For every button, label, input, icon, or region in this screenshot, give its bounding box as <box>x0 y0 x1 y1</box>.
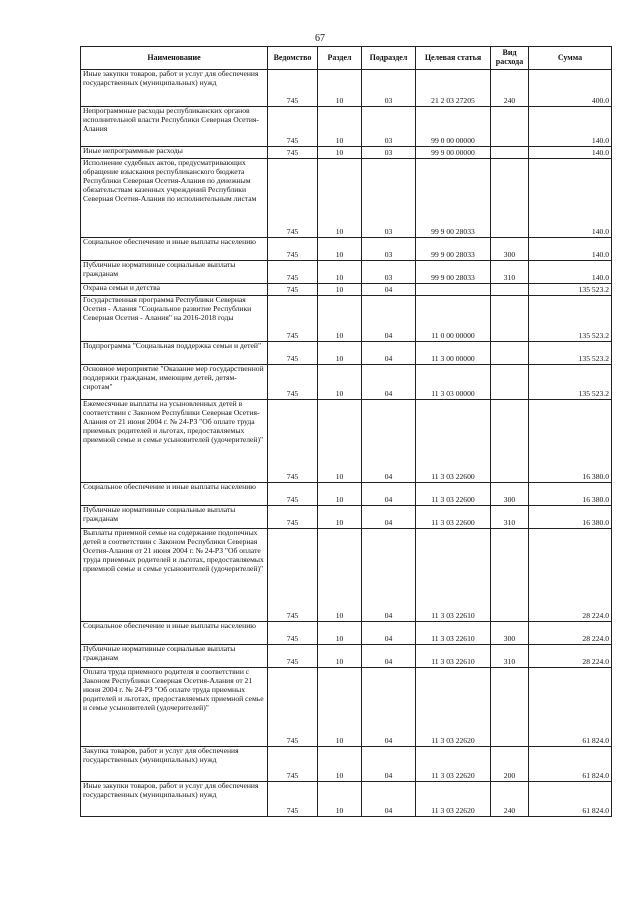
cell-razdel: 10 <box>318 747 362 782</box>
cell-vid-rashoda: 300 <box>491 238 529 261</box>
cell-vedomstvo: 745 <box>268 147 318 159</box>
cell-razdel: 10 <box>318 159 362 238</box>
table-row <box>81 365 612 400</box>
table-row <box>81 400 612 483</box>
cell-name: Публичные нормативные социальные выплаты гражданам <box>81 645 268 668</box>
cell-razdel: 10 <box>318 342 362 365</box>
cell-razdel: 10 <box>318 668 362 747</box>
cell-celevaya-statya: 11 3 03 22620 <box>416 668 491 747</box>
cell-celevaya-statya: 99 9 00 28033 <box>416 238 491 261</box>
cell-celevaya-statya: 99 9 00 00000 <box>416 147 491 159</box>
cell-razdel: 10 <box>318 107 362 147</box>
cell-podrazdel: 04 <box>362 668 416 747</box>
cell-razdel: 10 <box>318 296 362 342</box>
cell-vedomstvo: 745 <box>268 747 318 782</box>
cell-vid-rashoda: 310 <box>491 506 529 529</box>
cell-podrazdel: 04 <box>362 342 416 365</box>
header-summa: Сумма <box>529 47 612 70</box>
cell-vid-rashoda <box>491 400 529 483</box>
cell-vedomstvo: 745 <box>268 159 318 238</box>
cell-vid-rashoda <box>491 296 529 342</box>
cell-vid-rashoda: 300 <box>491 483 529 506</box>
header-vid-rashoda: Вид расхода <box>491 47 529 70</box>
cell-vid-rashoda <box>491 107 529 147</box>
cell-podrazdel: 03 <box>362 147 416 159</box>
cell-vedomstvo: 745 <box>268 365 318 400</box>
cell-name: Социальное обеспечение и иные выплаты населению <box>81 483 268 506</box>
cell-razdel: 10 <box>318 645 362 668</box>
cell-summa: 61 824.0 <box>529 747 612 782</box>
cell-celevaya-statya: 11 3 03 22610 <box>416 529 491 622</box>
cell-summa: 135 523.2 <box>529 284 612 296</box>
cell-name: Иные закупки товаров, работ и услуг для обеспечения государственных (муниципальных) нужд <box>81 782 268 817</box>
table-row <box>81 622 612 645</box>
cell-vid-rashoda: 310 <box>491 645 529 668</box>
cell-razdel: 10 <box>318 400 362 483</box>
cell-podrazdel: 03 <box>362 159 416 238</box>
table-row <box>81 483 612 506</box>
cell-podrazdel: 04 <box>362 747 416 782</box>
cell-podrazdel: 04 <box>362 645 416 668</box>
cell-celevaya-statya: 11 3 03 22600 <box>416 400 491 483</box>
table-row <box>81 645 612 668</box>
cell-name: Публичные нормативные социальные выплаты гражданам <box>81 506 268 529</box>
cell-vid-rashoda <box>491 159 529 238</box>
cell-celevaya-statya: 11 3 00 00000 <box>416 342 491 365</box>
cell-celevaya-statya: 11 0 00 00000 <box>416 296 491 342</box>
table-row <box>81 342 612 365</box>
table-row <box>81 668 612 747</box>
cell-celevaya-statya: 11 3 03 00000 <box>416 365 491 400</box>
cell-vid-rashoda <box>491 284 529 296</box>
cell-name: Публичные нормативные социальные выплаты гражданам <box>81 261 268 284</box>
table-body <box>81 70 612 817</box>
cell-summa: 135 523.2 <box>529 296 612 342</box>
table-row <box>81 159 612 238</box>
cell-vedomstvo: 745 <box>268 107 318 147</box>
cell-celevaya-statya: 11 3 03 22610 <box>416 622 491 645</box>
cell-vedomstvo: 745 <box>268 645 318 668</box>
cell-vedomstvo: 745 <box>268 506 318 529</box>
cell-razdel: 10 <box>318 622 362 645</box>
cell-vid-rashoda: 240 <box>491 70 529 107</box>
cell-podrazdel: 04 <box>362 365 416 400</box>
cell-vid-rashoda: 200 <box>491 747 529 782</box>
cell-vedomstvo: 745 <box>268 622 318 645</box>
cell-vedomstvo: 745 <box>268 261 318 284</box>
cell-summa: 140.0 <box>529 147 612 159</box>
cell-celevaya-statya: 11 3 03 22620 <box>416 747 491 782</box>
cell-name: Закупка товаров, работ и услуг для обеспечения государственных (муниципальных) нужд <box>81 747 268 782</box>
table-row <box>81 284 612 296</box>
cell-vedomstvo: 745 <box>268 400 318 483</box>
cell-name: Подпрограмма "Социальная поддержка семьи и детей" <box>81 342 268 365</box>
cell-podrazdel: 04 <box>362 296 416 342</box>
cell-summa: 16 380.0 <box>529 483 612 506</box>
cell-name: Социальное обеспечение и иные выплаты населению <box>81 622 268 645</box>
cell-razdel: 10 <box>318 147 362 159</box>
cell-podrazdel: 04 <box>362 483 416 506</box>
cell-summa: 400.0 <box>529 70 612 107</box>
cell-name: Иные закупки товаров, работ и услуг для обеспечения государственных (муниципальных) нужд <box>81 70 268 107</box>
cell-podrazdel: 04 <box>362 506 416 529</box>
table-row <box>81 107 612 147</box>
header-razdel: Раздел <box>318 47 362 70</box>
cell-summa: 61 824.0 <box>529 668 612 747</box>
cell-summa: 140.0 <box>529 107 612 147</box>
cell-name: Выплаты приемной семье на содержание подопечных детей в соответствии с Законом Республики Северная Осетия-Алания от 21 июня 2004 г. № 24-РЗ "Об оплате труда приемных родителей и льготах, предоставляемых приемной семье и семье усыновителей (удочерителей)" <box>81 529 268 622</box>
cell-celevaya-statya: 99 9 00 28033 <box>416 261 491 284</box>
cell-vedomstvo: 745 <box>268 238 318 261</box>
cell-razdel: 10 <box>318 284 362 296</box>
table-row <box>81 70 612 107</box>
cell-celevaya-statya: 11 3 03 22610 <box>416 645 491 668</box>
cell-podrazdel: 04 <box>362 284 416 296</box>
cell-vedomstvo: 745 <box>268 70 318 107</box>
cell-vedomstvo: 745 <box>268 529 318 622</box>
cell-name: Непрограммные расходы республиканских органов исполнительной власти Республики Северная Осетия-Алания <box>81 107 268 147</box>
cell-vid-rashoda <box>491 342 529 365</box>
header-name: Наименование <box>81 47 268 70</box>
table-row <box>81 147 612 159</box>
cell-vid-rashoda <box>491 365 529 400</box>
cell-name: Исполнение судебных актов, предусматривающих обращение взыскания республиканского бюджета Республики Северная Осетия-Алания по денежным обязательствам казенных учреждений Республики Северная Осетия-Алания по исполнительным листам <box>81 159 268 238</box>
cell-razdel: 10 <box>318 238 362 261</box>
cell-summa: 140.0 <box>529 159 612 238</box>
cell-celevaya-statya <box>416 284 491 296</box>
table-row <box>81 782 612 817</box>
header-podrazdel: Подраздел <box>362 47 416 70</box>
cell-summa: 28 224.0 <box>529 622 612 645</box>
cell-vid-rashoda: 240 <box>491 782 529 817</box>
table-row <box>81 529 612 622</box>
cell-vedomstvo: 745 <box>268 483 318 506</box>
header-vedomstvo: Ведомство <box>268 47 318 70</box>
cell-podrazdel: 03 <box>362 261 416 284</box>
cell-summa: 28 224.0 <box>529 529 612 622</box>
cell-summa: 16 380.0 <box>529 506 612 529</box>
cell-name: Государственная программа Республики Северная Осетия - Алания "Социальное развитие Республики Северная Осетия - Алания" на 2016-2018 годы <box>81 296 268 342</box>
cell-podrazdel: 04 <box>362 400 416 483</box>
cell-podrazdel: 04 <box>362 782 416 817</box>
cell-vedomstvo: 745 <box>268 342 318 365</box>
page-number: 67 <box>315 33 325 44</box>
cell-summa: 140.0 <box>529 238 612 261</box>
cell-name: Иные непрограммные расходы <box>81 147 268 159</box>
cell-razdel: 10 <box>318 70 362 107</box>
cell-podrazdel: 03 <box>362 107 416 147</box>
cell-vedomstvo: 745 <box>268 782 318 817</box>
cell-vedomstvo: 745 <box>268 284 318 296</box>
cell-summa: 28 224.0 <box>529 645 612 668</box>
cell-razdel: 10 <box>318 782 362 817</box>
cell-vid-rashoda <box>491 529 529 622</box>
cell-name: Охрана семьи и детства <box>81 284 268 296</box>
table-header-row <box>81 47 612 70</box>
cell-vedomstvo: 745 <box>268 296 318 342</box>
cell-summa: 61 824.0 <box>529 782 612 817</box>
cell-razdel: 10 <box>318 483 362 506</box>
cell-celevaya-statya: 99 0 00 00000 <box>416 107 491 147</box>
cell-celevaya-statya: 21 2 03 27205 <box>416 70 491 107</box>
cell-celevaya-statya: 11 3 03 22600 <box>416 506 491 529</box>
cell-razdel: 10 <box>318 365 362 400</box>
budget-table <box>80 46 612 817</box>
cell-celevaya-statya: 11 3 03 22620 <box>416 782 491 817</box>
cell-summa: 140.0 <box>529 261 612 284</box>
table-row <box>81 238 612 261</box>
cell-podrazdel: 03 <box>362 70 416 107</box>
cell-summa: 135 523.2 <box>529 342 612 365</box>
cell-podrazdel: 04 <box>362 529 416 622</box>
cell-name: Социальное обеспечение и иные выплаты населению <box>81 238 268 261</box>
cell-vid-rashoda: 300 <box>491 622 529 645</box>
cell-summa: 16 380.0 <box>529 400 612 483</box>
table-row <box>81 747 612 782</box>
table-row <box>81 261 612 284</box>
cell-podrazdel: 03 <box>362 238 416 261</box>
cell-vid-rashoda <box>491 668 529 747</box>
cell-summa: 135 523.2 <box>529 365 612 400</box>
table-row <box>81 296 612 342</box>
cell-vid-rashoda: 310 <box>491 261 529 284</box>
header-celevaya-statya: Целевая статья <box>416 47 491 70</box>
cell-razdel: 10 <box>318 261 362 284</box>
cell-razdel: 10 <box>318 506 362 529</box>
cell-razdel: 10 <box>318 529 362 622</box>
cell-name: Оплата труда приемного родителя в соответствии с Законом Республики Северная Осетия-Алания от 21 июня 2004 г. № 24-РЗ "Об оплате труда приемных родителей и льготах, предоставляемых приемной семье и семье усыновителей (удочерителей)" <box>81 668 268 747</box>
cell-celevaya-statya: 99 9 00 28033 <box>416 159 491 238</box>
cell-celevaya-statya: 11 3 03 22600 <box>416 483 491 506</box>
cell-vedomstvo: 745 <box>268 668 318 747</box>
cell-podrazdel: 04 <box>362 622 416 645</box>
cell-vid-rashoda <box>491 147 529 159</box>
cell-name: Основное мероприятие "Оказание мер государственной поддержки гражданам, имеющим детей, детям-сиротам" <box>81 365 268 400</box>
table-row <box>81 506 612 529</box>
cell-name: Ежемесячные выплаты на усыновленных детей в соответствии с Законом Республики Северная Осетия-Алания от 21 июня 2004 г. № 24-РЗ "Об оплате труда приемных родителей и льготах, предоставляемых приемной семье и семье усыновителей (удочерителей)" <box>81 400 268 483</box>
